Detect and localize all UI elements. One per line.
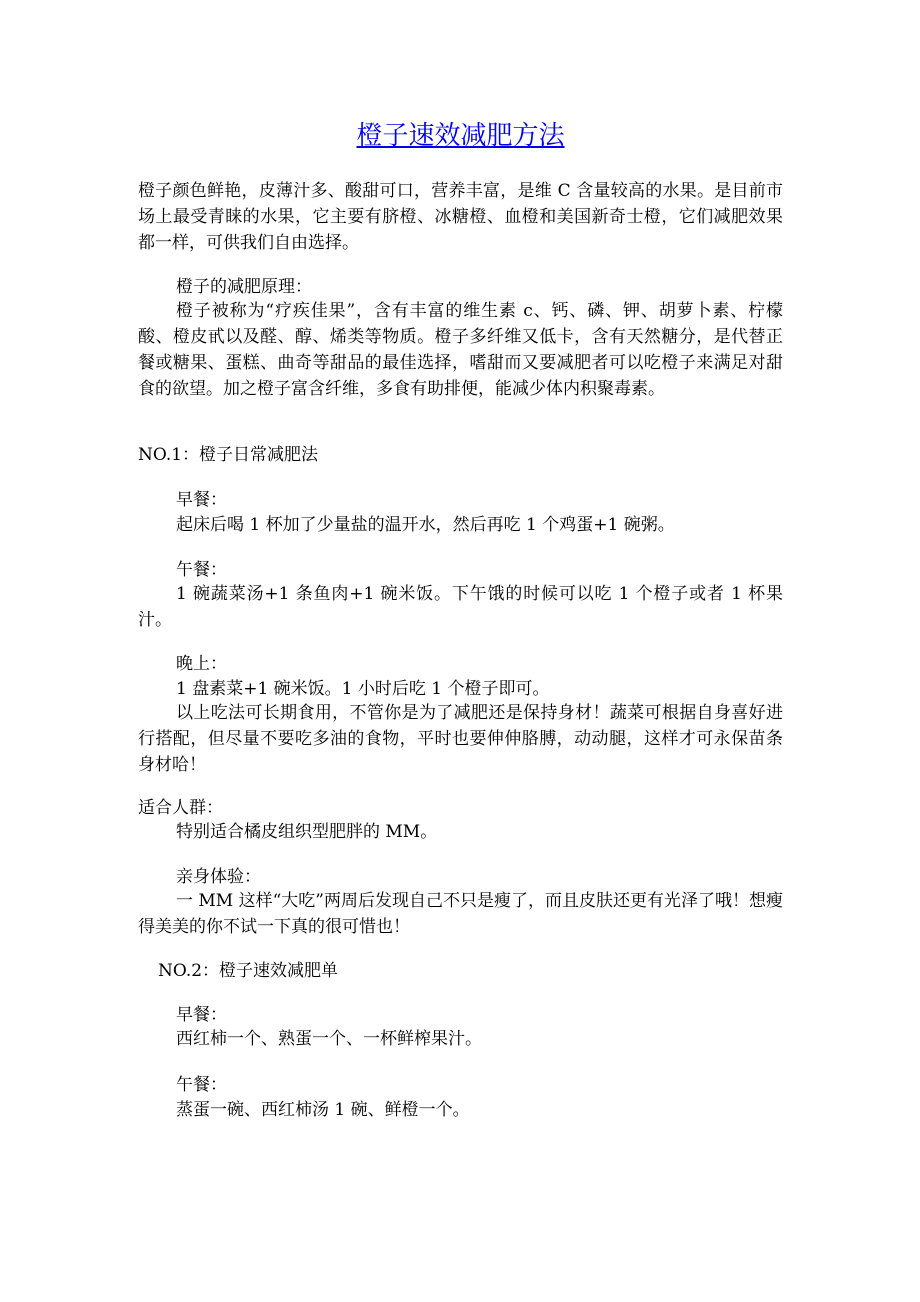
no2-heading: NO.2：橙子速效减肥单: [158, 961, 339, 981]
no1-dinner-label: 晚上：: [176, 654, 227, 674]
no2-lunch-text: 蒸蛋一碗、西红柿汤 1 碗、鲜橙一个。: [176, 1100, 470, 1120]
no1-breakfast-text: 起床后喝 1 杯加了少量盐的温开水，然后再吃 1 个鸡蛋+1 碗粥。: [176, 515, 675, 535]
no1-dinner-text: 1 盘素菜+1 碗米饭。1 小时后吃 1 个橙子即可。: [176, 679, 550, 699]
no1-breakfast-label: 早餐：: [176, 490, 227, 510]
principle-body: 橙子被称为“疗疾佳果”，含有丰富的维生素 c、钙、磷、钾、胡萝卜素、柠檬酸、橙皮甙以及醛、醇、烯类等物质。橙子多纤维又低卡，含有天然糖分，是代替正餐或糖果、蛋糕、曲奇等甜品的最佳选择，嗜甜而又要减肥者可以吃橙子来满足对甜食的欲望。加之橙子富含纤维，多食有助排便，能减少体内积聚毒素。: [138, 301, 783, 399]
no1-suitable-label: 适合人群：: [138, 798, 223, 818]
no1-experience-label: 亲身体验：: [176, 867, 261, 887]
intro-paragraph: 橙子颜色鲜艳，皮薄汁多、酸甜可口，营养丰富，是维 C 含量较高的水果。是目前市场上最受青睐的水果，它主要有脐橙、冰糖橙、血橙和美国新奇士橙，它们减肥效果都一样，可供我们自由选择。: [138, 181, 783, 253]
no1-lunch-text: 1 碗蔬菜汤+1 条鱼肉+1 碗米饭。下午饿的时候可以吃 1 个橙子或者 1 杯果汁。: [138, 584, 783, 630]
no2-breakfast-text: 西红柿一个、熟蛋一个、一杯鲜榨果汁。: [176, 1029, 482, 1049]
principle-heading: 橙子的减肥原理：: [176, 277, 312, 297]
no2-lunch-label: 午餐：: [176, 1075, 227, 1095]
no1-heading: NO.1：橙子日常减肥法: [138, 445, 319, 465]
no1-note: 以上吃法可长期食用，不管你是为了减肥还是保持身材！蔬菜可根据自身喜好进行搭配，但尽量不要吃多油的食物，平时也要伸伸胳膊，动动腿，这样才可永保苗条身材哈！: [138, 703, 783, 775]
no1-experience-text: 一 MM 这样“大吃”两周后发现自己不只是瘦了，而且皮肤还更有光泽了哦！想瘦得美美的你不试一下真的很可惜也！: [138, 891, 784, 937]
no2-breakfast-label: 早餐：: [176, 1005, 227, 1025]
page-title[interactable]: 橙子速效减肥方法: [356, 121, 565, 151]
no1-lunch-label: 午餐：: [176, 560, 227, 580]
no1-suitable-text: 特别适合橘皮组织型肥胖的 MM。: [176, 822, 438, 842]
